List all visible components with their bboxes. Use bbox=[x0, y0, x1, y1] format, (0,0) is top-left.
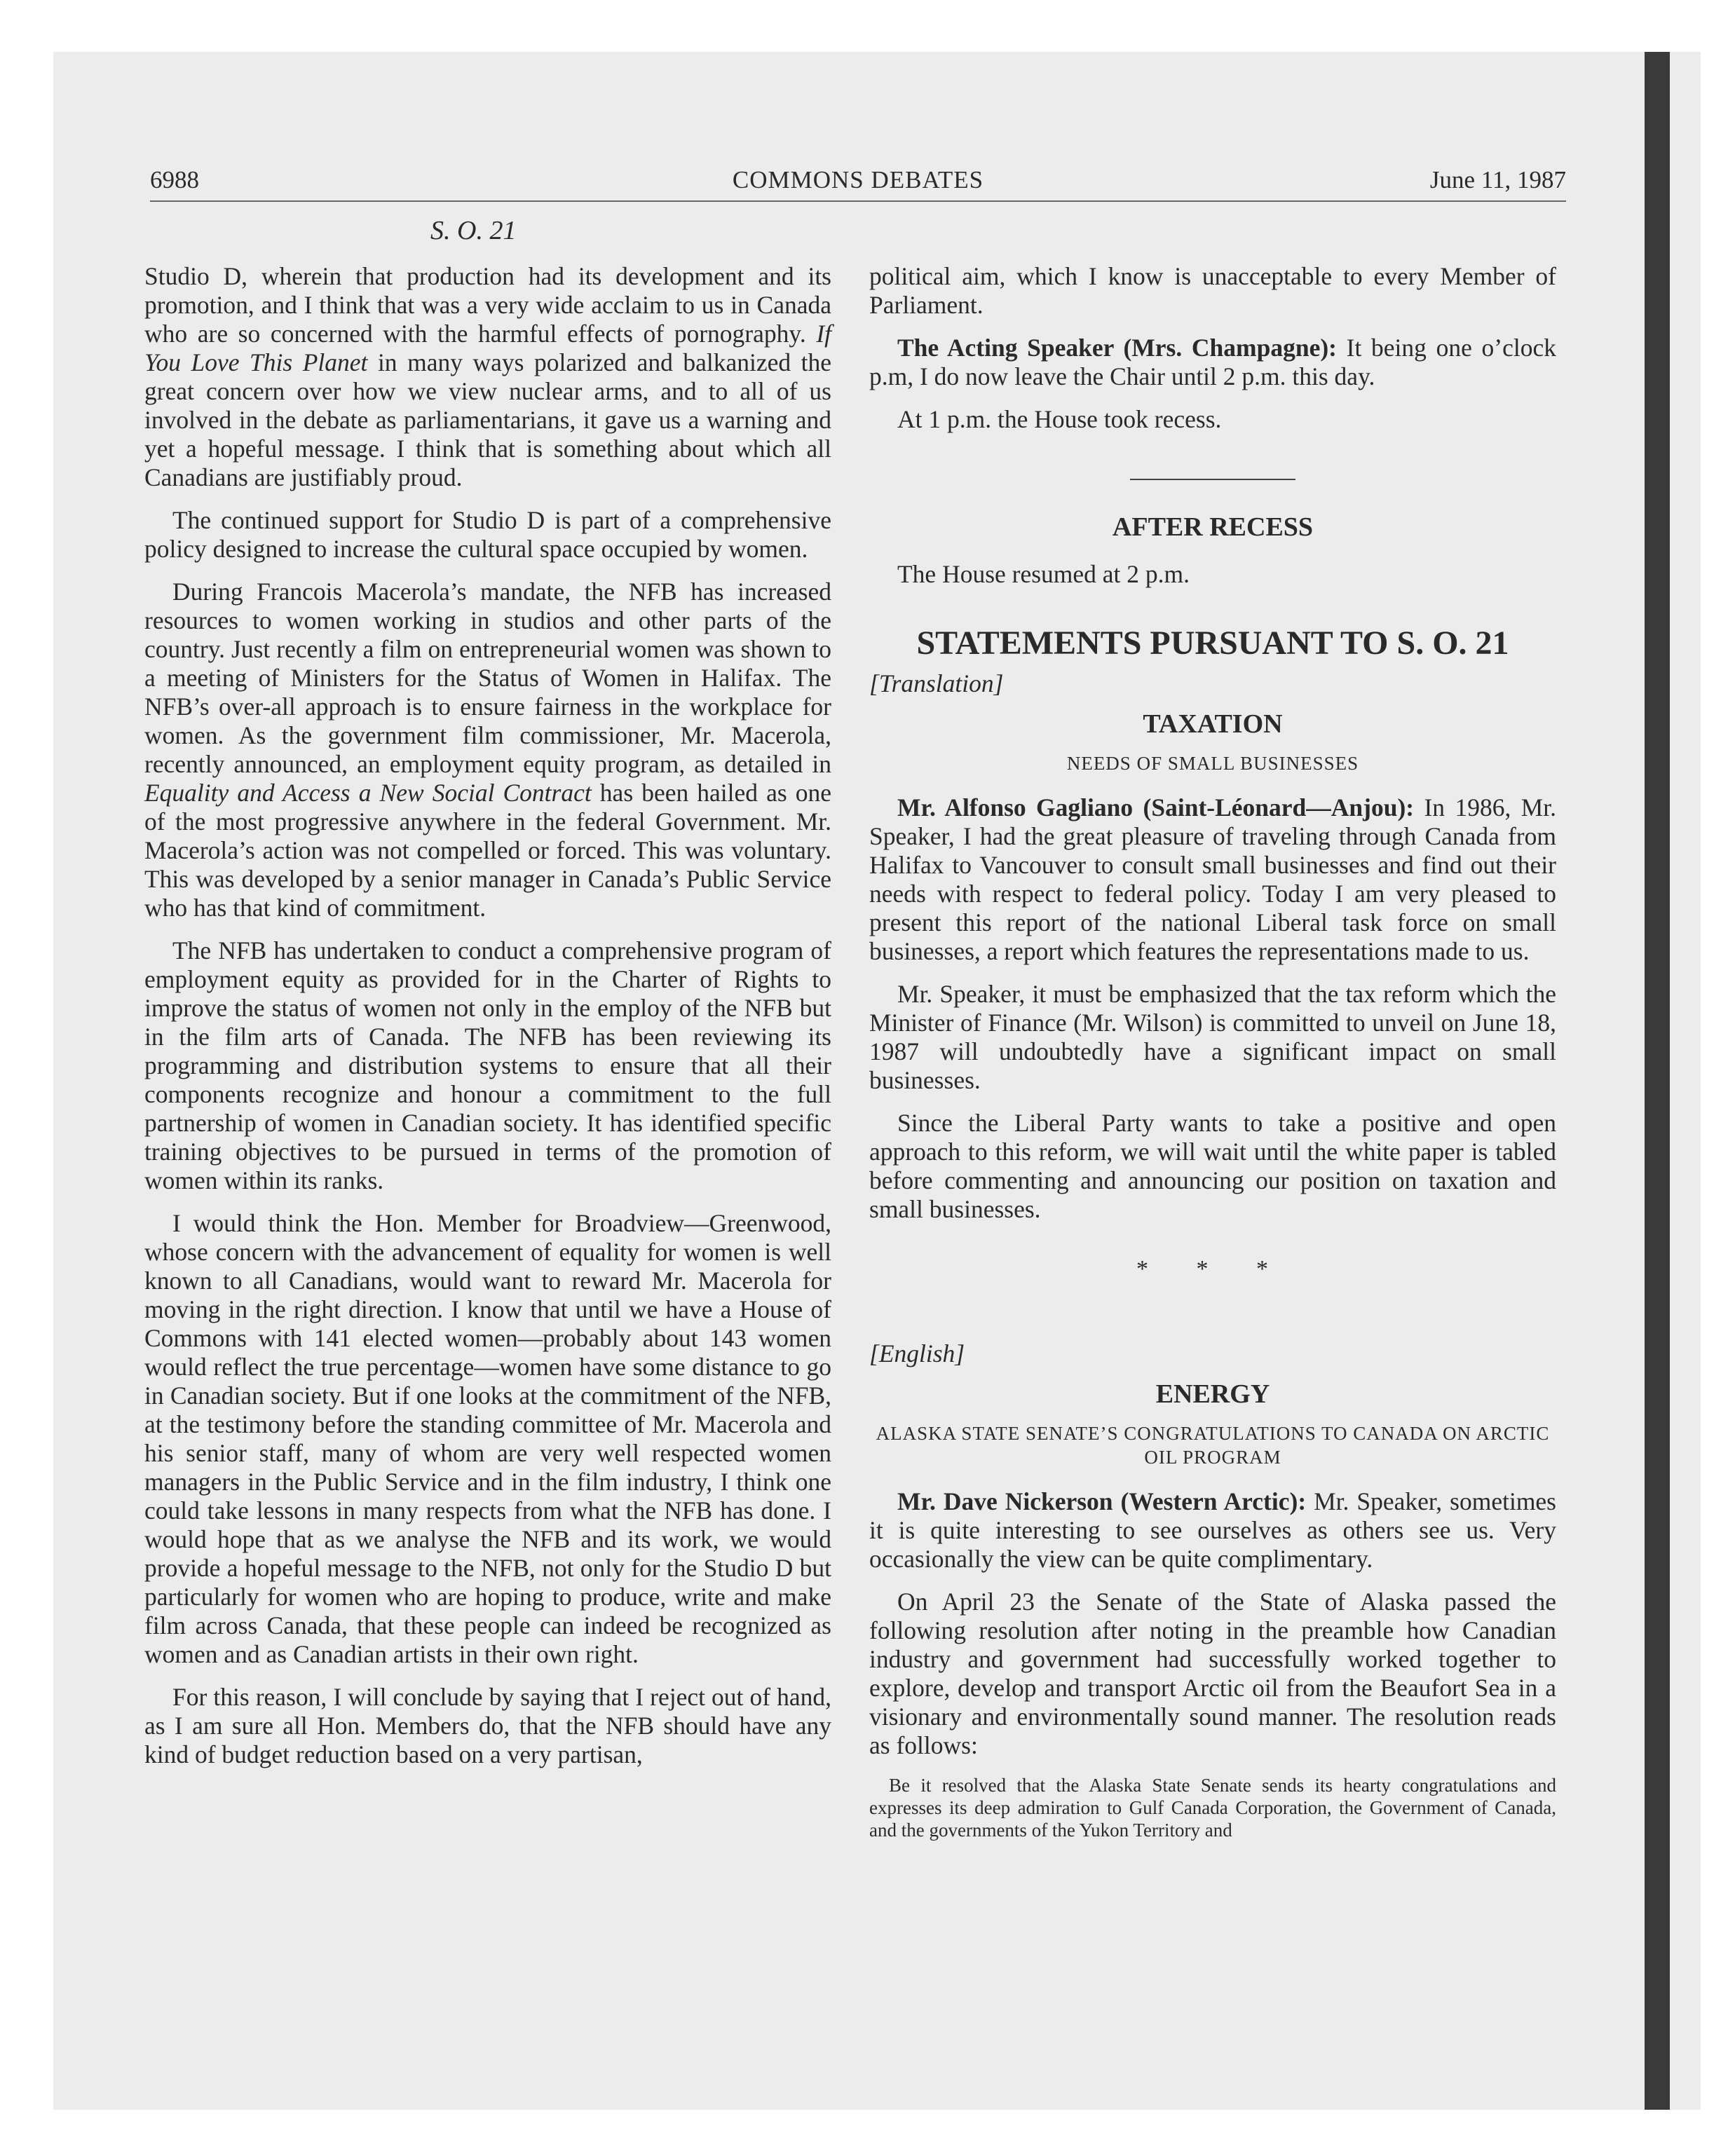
paragraph: The continued support for Studio D is part of a comprehensive policy designed to increase the cultural space occupied by women. bbox=[144, 506, 831, 563]
quoted-resolution: Be it resolved that the Alaska State Senate sends its hearty congratulations and expresses its deep admiration to Gulf Canada Corporation, the Government of Canada, and the governments of the Yukon Territory and bbox=[869, 1775, 1556, 1841]
english-tag: [English] bbox=[869, 1339, 965, 1367]
speaker-name: The Acting Speaker (Mrs. Champagne): bbox=[897, 334, 1337, 362]
speaker-name: Mr. Dave Nickerson (Western Arctic): bbox=[897, 1487, 1307, 1515]
section-divider bbox=[1130, 479, 1295, 480]
statements-heading: STATEMENTS PURSUANT TO S. O. 21 bbox=[916, 625, 1509, 662]
paragraph: The NFB has undertaken to conduct a comprehensive program of employment equity as provided for in the Charter of Rights to improve the status of women not only in the employ of the NFB but in the film arts of Canada. The NFB has been reviewing its programming and distribution systems to ensure that all their components recognize and honour a commitment to the full partnership of women in Canadian society. It has identified specific training objectives to be pursued in terms of the promotion of women within its ranks. bbox=[144, 936, 831, 1194]
film-title: If You Love This Planet bbox=[144, 320, 831, 376]
paragraph: During Francois Macerola’s mandate, the NFB has increased resources to women working in studios and other parts of the country. Just recently a film on entrepreneurial women was shown to a meeting of Ministers for the Status of Women in Halifax. The NFB’s over-all approach is to ensure fairness in the workplace for women. As the government film commissioner, Mr. Macerola, recently announced, an employment equity program, as detailed in Equality and Access a New Social Contract has been hailed as one of the most progressive anywhere in the federal Government. Mr. Macerola’s action was not compelled or forced. This was voluntary. This was developed by a senior manager in Canada’s Public Service who has that kind of commitment. bbox=[144, 578, 831, 922]
paragraph: The Acting Speaker (Mrs. Champagne): It being one o’clock p.m, I do now leave the Chair until 2 p.m. this day. bbox=[869, 334, 1556, 390]
publication-title: COMMONS DEBATES bbox=[732, 166, 984, 193]
issue-date: June 11, 1987 bbox=[1429, 166, 1566, 193]
paragraph: Studio D, wherein that production had its development and its promotion, and I think that was a very wide acclaim to us in Canada who are so concerned with the harmful effects of pornography. If You Love This Planet in many ways polarized and balkanized the great concern over how we view nuclear arms, and to all of us involved in the debate as parliamentarians, it gave us a warning and yet a hopeful message. I think that is something about which all Canadians are justifiably proud. bbox=[144, 262, 831, 491]
section-marker: S. O. 21 bbox=[430, 216, 517, 245]
energy-heading: ENERGY bbox=[1155, 1379, 1270, 1409]
taxation-subheading: NEEDS OF SMALL BUSINESSES bbox=[1066, 753, 1359, 774]
paragraph: For this reason, I will conclude by saying that I reject out of hand, as I am sure all Hon. Members do, that the NFB should have any kind of budget reduction based on a very partisan, bbox=[144, 1683, 831, 1768]
left-column bbox=[144, 262, 831, 1783]
after-recess-heading: AFTER RECESS bbox=[1112, 512, 1314, 542]
paragraph: Mr. Alfonso Gagliano (Saint-Léonard—Anjou): In 1986, Mr. Speaker, I had the great pleasure of traveling through Canada from Halifax to Vancouver to consult small businesses and find out their needs with respect to federal policy. Today I am very pleased to present this report of the national Liberal task force on small businesses, a report which features the representations made to us. bbox=[869, 793, 1557, 965]
paragraph: Mr. Speaker, it must be emphasized that the tax reform which the Minister of Finance (Mr. Wilson) is committed to unveil on June 18, 1987 will undoubtedly have a significant impact on small businesses. bbox=[869, 980, 1556, 1094]
paragraph: The House resumed at 2 p.m. bbox=[897, 560, 1190, 588]
paragraph: Since the Liberal Party wants to take a positive and open approach to this reform, we will wait until the white paper is tabled before commenting and announcing our position on taxation and small businesses. bbox=[869, 1109, 1556, 1223]
header-rule bbox=[150, 200, 1566, 202]
page-number: 6988 bbox=[150, 166, 199, 193]
scan-edge-shadow bbox=[1645, 52, 1670, 2110]
taxation-heading: TAXATION bbox=[1143, 709, 1283, 739]
paragraph: I would think the Hon. Member for Broadview—Greenwood, whose concern with the advancement of equality for women is well known to all Canadians, would want to reward Mr. Macerola for moving in the right direction. I know that until we have a House of Commons with 141 elected women—probably about 143 women would reflect the true percentage—women have some distance to go in Canadian society. But if one looks at the commitment of the NFB, at the testimony before the standing committee of Mr. Macerola and his senior staff, many of whom are very well respected women managers in the Public Service and in the film industry, I think one could take lessons in many respects from what the NFB has done. I would hope that as we analyse the NFB and its work, we would provide a hopeful message to the NFB, not only for the Studio D but particularly for women who are hoping to produce, write and make film across Canada, that these people can indeed be recognized as women and as Canadian artists in their own right. bbox=[144, 1209, 831, 1668]
speaker-name: Mr. Alfonso Gagliano (Saint-Léonard—Anjou): bbox=[897, 793, 1415, 821]
energy-subheading: ALASKA STATE SENATE’S CONGRATULATIONS TO CANADA ON ARCTIC OIL PROGRAM bbox=[876, 1423, 1550, 1468]
right-column bbox=[869, 262, 1556, 1855]
translation-tag: [Translation] bbox=[869, 669, 1004, 697]
paragraph: At 1 p.m. the House took recess. bbox=[897, 405, 1222, 433]
running-header bbox=[150, 164, 1566, 196]
paragraph: Mr. Dave Nickerson (Western Arctic): Mr. Speaker, sometimes it is quite interesting to see ourselves as others see us. Very occasionally the view can be quite complimentary. bbox=[869, 1487, 1556, 1573]
paragraph: political aim, which I know is unacceptable to every Member of Parliament. bbox=[869, 262, 1556, 319]
section-break-stars: * * * bbox=[1136, 1256, 1289, 1282]
paragraph: On April 23 the Senate of the State of Alaska passed the following resolution after noting in the preamble how Canadian industry and government had successfully worked together to explore, develop and transport Arctic oil from the Beaufort Sea in a visionary and environmentally sound manner. The resolution reads as follows: bbox=[869, 1588, 1556, 1759]
document-title: Equality and Access a New Social Contract bbox=[144, 779, 592, 807]
